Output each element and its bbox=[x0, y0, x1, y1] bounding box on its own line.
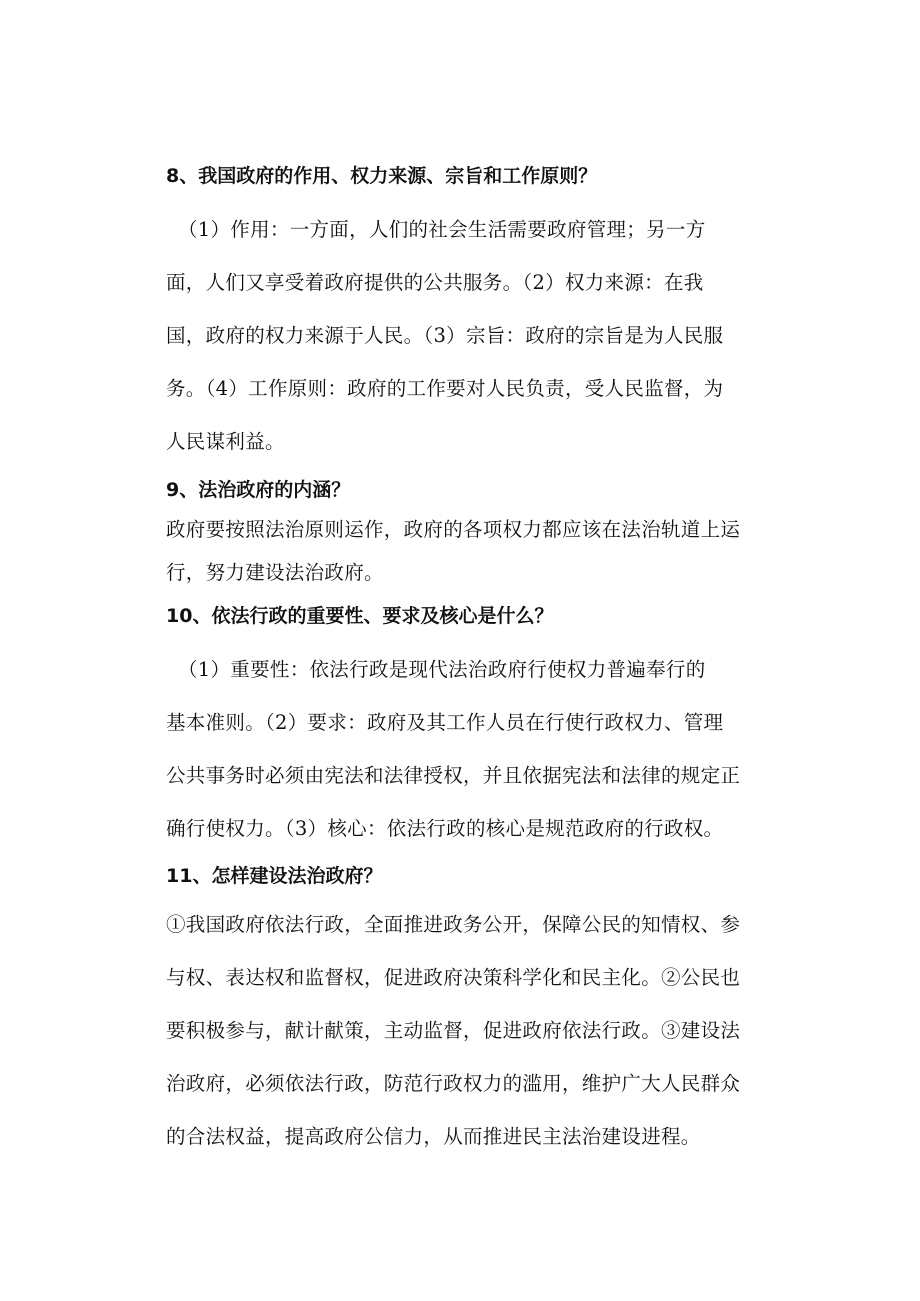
answer-paragraph bbox=[166, 898, 756, 1163]
answer-line: 确行使权力。（3）核心：依法行政的核心是规范政府的行政权。 bbox=[166, 817, 724, 840]
answer-line: 行，努力建设法治政府。 bbox=[166, 561, 384, 584]
question-11-title: 11、怎样建设法治政府？ bbox=[166, 865, 383, 887]
answer-paragraph bbox=[166, 203, 751, 468]
answer-line: 的合法权益，提高政府公信力，从而推进民主法治建设进程。 bbox=[166, 1125, 701, 1148]
answer-line: 治政府，必须依法行政，防范行政权力的滥用，维护广大人民群众 bbox=[166, 1072, 741, 1095]
answer-line: 人民谋利益。 bbox=[166, 430, 285, 453]
question-10-answer bbox=[166, 643, 756, 855]
answer-line: 要积极参与，献计献策，主动监督，促进政府依法行政。③建设法 bbox=[166, 1019, 741, 1042]
answer-line: （1）作用：一方面，人们的社会生活需要政府管理；另一方 bbox=[178, 218, 706, 241]
document-body bbox=[166, 150, 766, 1163]
answer-line: 基本准则。（2）要求：政府及其工作人员在行使行政权力、管理 bbox=[166, 711, 724, 734]
question-10-title: 10、依法行政的重要性、要求及核心是什么？ bbox=[166, 605, 554, 627]
answer-line: 与权、表达权和监督权，促进政府决策科学化和民主化。②公民也 bbox=[166, 966, 741, 989]
question-9-answer bbox=[166, 508, 766, 594]
answer-line: 务。（4）工作原则：政府的工作要对人民负责，受人民监督，为 bbox=[166, 377, 724, 400]
answer-line: 面，人们又享受着政府提供的公共服务。（2）权力来源：在我 bbox=[166, 271, 704, 294]
answer-line: ①我国政府依法行政，全面推进政务公开，保障公民的知情权、参 bbox=[166, 913, 741, 936]
answer-paragraph bbox=[166, 643, 756, 855]
question-8-answer bbox=[166, 203, 751, 468]
question-11-answer bbox=[166, 898, 756, 1163]
question-8-title: 8、我国政府的作用、权力来源、宗旨和工作原则？ bbox=[166, 165, 598, 187]
answer-line: （1）重要性：依法行政是现代法治政府行使权力普遍奉行的 bbox=[178, 658, 706, 681]
answer-paragraph bbox=[166, 508, 766, 594]
answer-line: 国，政府的权力来源于人民。（3）宗旨：政府的宗旨是为人民服 bbox=[166, 324, 724, 347]
answer-line: 公共事务时必须由宪法和法律授权，并且依据宪法和法律的规定正 bbox=[166, 764, 741, 787]
answer-line: 政府要按照法治原则运作，政府的各项权力都应该在法治轨道上运 bbox=[166, 518, 741, 541]
question-9-title: 9、法治政府的内涵？ bbox=[166, 479, 351, 501]
